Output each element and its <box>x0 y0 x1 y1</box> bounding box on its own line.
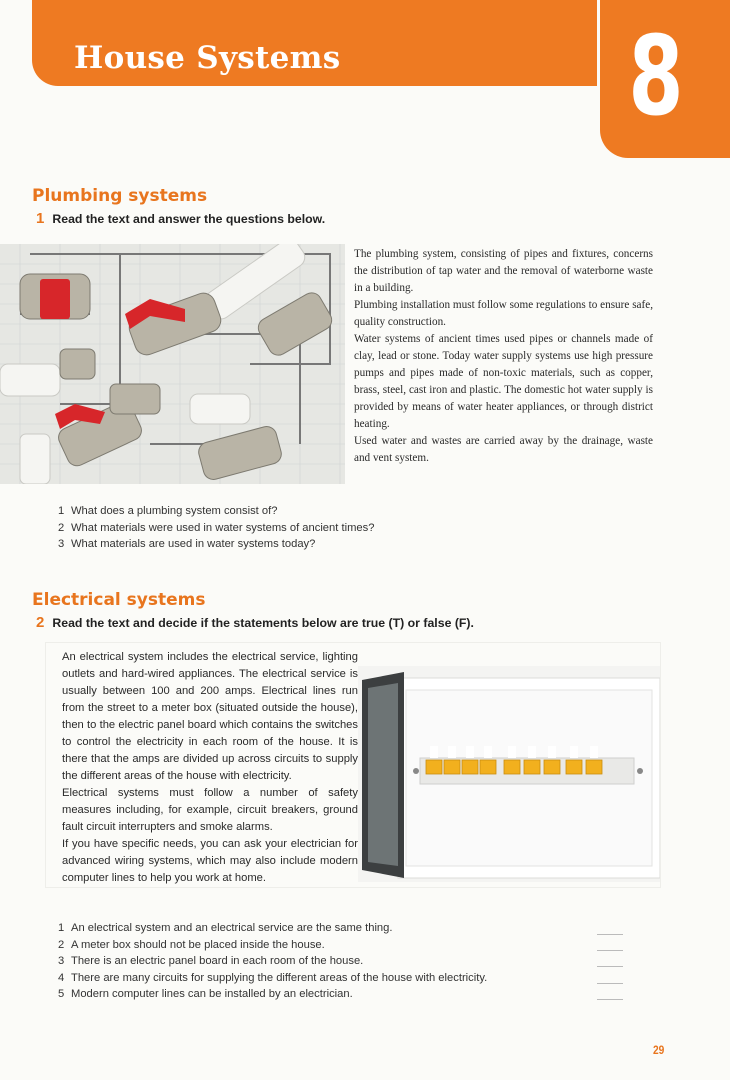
statement-item: 1 An electrical system and an electrical service are the same thing. <box>58 922 393 934</box>
statement-item: 2 A meter box should not be placed inside the house. <box>58 938 325 951</box>
unit-title: House Systems <box>74 40 341 76</box>
statement-item: 5 Modern computer lines can be installed by an electrician. <box>58 988 353 1000</box>
plumbing-paragraph: Water systems of ancient times used pipes or channels made of clay, lead or stone. Today water supply systems use high pressure pumps and pipes made of non-toxic materials, such as copper, brass, steel, cast iron and plastic. The domestic hot water supply is provided by means of water heater appliances, or through district heating. <box>354 333 653 430</box>
answer-line[interactable] <box>597 934 623 935</box>
electrical-paragraph: Electrical systems must follow a number of safety measures including, for example, circuit breakers, ground fault circuit interrupters and smoke alarms. <box>62 787 358 833</box>
exercise-number: 2 <box>36 614 45 631</box>
statement-item: 4 There are many circuits for supplying the different areas of the house with electricity. <box>58 971 488 984</box>
electrical-text <box>62 649 358 887</box>
plumbing-questions <box>58 503 374 553</box>
electrical-panel-photo-icon <box>358 666 660 882</box>
answer-line[interactable] <box>597 983 623 984</box>
electrical-instruction <box>36 614 474 631</box>
electrical-paragraph: If you have specific needs, you can ask your electrician for advanced wiring systems, which may also include modern computer lines to help you work at home. <box>62 838 358 884</box>
answer-line[interactable] <box>597 999 623 1000</box>
exercise-number: 1 <box>36 210 45 227</box>
statement-item: 3 There is an electric panel board in each room of the house. <box>58 955 364 967</box>
plumbing-heading: Plumbing systems <box>32 186 208 206</box>
plumbing-paragraph: Plumbing installation must follow some regulations to ensure safe, quality construction. <box>354 299 653 328</box>
pipe-fittings-photo-icon <box>0 244 345 484</box>
plumbing-instruction <box>36 210 325 227</box>
instruction-text: Read the text and answer the questions below. <box>52 212 326 226</box>
answer-line[interactable] <box>597 966 623 967</box>
page-number: 29 <box>653 1043 665 1057</box>
plumbing-text <box>354 246 653 467</box>
instruction-text: Read the text and decide if the statements below are true (T) or false (F). <box>52 616 474 630</box>
electrical-heading: Electrical systems <box>32 590 206 610</box>
electrical-paragraph: An electrical system includes the electrical service, lighting outlets and hard-wired appliances. The electrical service is usually between 100 and 200 amps. Electrical lines run from the street to a meter box (situated outside the house), then to the electric panel board which contains the switches to control the electricity in each room of the house. It is there that the amps are divided up across circuits to supply the different areas of the house with electricity. <box>62 651 358 782</box>
unit-number-box <box>600 0 730 158</box>
plumbing-paragraph: The plumbing system, consisting of pipes and fixtures, concerns the distribution of tap water and the removal of waterborne waste in a building. <box>354 248 653 294</box>
question-item: 2 What materials were used in water systems of ancient times? <box>58 521 375 534</box>
question-item: 1 What does a plumbing system consist of? <box>58 505 278 517</box>
answer-line[interactable] <box>597 950 623 951</box>
question-item: 3 What materials are used in water systems today? <box>58 538 316 550</box>
unit-number: 8 <box>628 12 684 140</box>
unit-banner <box>32 0 597 86</box>
plumbing-paragraph: Used water and wastes are carried away by the drainage, waste and vent system. <box>354 435 653 464</box>
electrical-statements <box>58 920 487 1003</box>
